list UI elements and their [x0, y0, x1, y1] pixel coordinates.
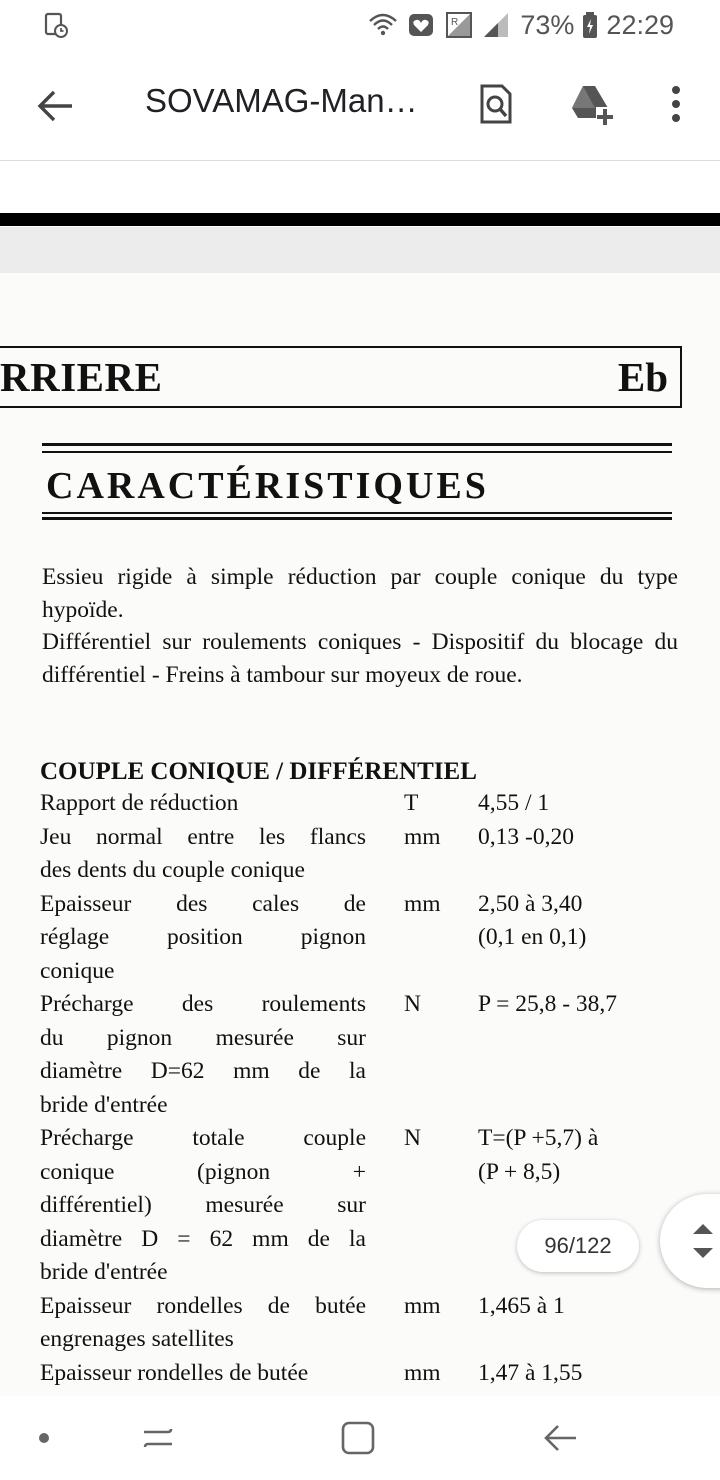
- subheading: COUPLE CONIQUE / DIFFÉRENTIEL: [40, 758, 477, 785]
- drive-add-icon[interactable]: [566, 80, 614, 128]
- header-right: Eb: [617, 354, 668, 400]
- spec-row: [40, 787, 680, 821]
- spec-row: [40, 1357, 680, 1391]
- spec-value-line: T=(P +5,7) à: [478, 1125, 599, 1151]
- roaming-icon: [444, 11, 474, 39]
- back-icon[interactable]: [540, 1418, 580, 1458]
- spec-unit: mm: [404, 890, 441, 917]
- spec-description-line: réglage position pignon: [40, 924, 366, 950]
- spec-description: [40, 1290, 366, 1357]
- spec-description-line: diamètre D=62 mm de la: [40, 1058, 366, 1084]
- rule-bottom-2: [42, 517, 672, 520]
- spec-description-line: Précharge totale couple: [40, 1125, 366, 1151]
- spec-value-line: (0,1 en 0,1): [478, 924, 587, 950]
- spec-description-line: engrenages satellites: [40, 1326, 234, 1352]
- more-vert-icon[interactable]: [652, 80, 700, 128]
- rule-top-2: [42, 451, 672, 453]
- spec-description: [40, 821, 366, 888]
- svg-text:R: R: [451, 17, 459, 28]
- spec-value: [478, 1357, 680, 1391]
- app-bar: [0, 52, 720, 161]
- spec-description: [40, 1122, 366, 1290]
- spec-value-line: (P + 8,5): [478, 1158, 561, 1185]
- spec-unit: N: [404, 1125, 421, 1151]
- spec-row: [40, 988, 680, 1122]
- spec-description-line: différentiel) mesurée sur: [40, 1192, 366, 1218]
- battery-icon: [582, 11, 598, 39]
- intro-paragraph: Différentiel sur roulements coniques - Dispositif du blocage du différentiel - Freins à tambour sur moyeux de roue.: [42, 629, 678, 688]
- heart-icon: [406, 11, 436, 39]
- signal-icon: [482, 11, 512, 39]
- spec-description-line: Epaisseur rondelles de butée: [40, 1359, 309, 1386]
- spec-description-line: Epaisseur des cales de: [40, 890, 366, 917]
- spec-description-line: des dents du couple conique: [40, 857, 305, 883]
- back-arrow-icon[interactable]: [36, 86, 76, 126]
- battery-percent: 73%: [520, 9, 575, 40]
- spec-description-line: Rapport de réduction: [40, 790, 239, 816]
- spec-description: [40, 888, 366, 989]
- spec-description: [40, 1357, 366, 1391]
- spec-value-line: 2,50 à 3,40: [478, 890, 583, 917]
- spec-value: [478, 1290, 680, 1357]
- spec-unit: mm: [404, 1359, 441, 1386]
- rule-bottom-1: [42, 512, 672, 514]
- section-title: CARACTÉRISTIQUES: [46, 465, 489, 507]
- spec-description-line: du pignon mesurée sur: [40, 1024, 366, 1051]
- previous-page: [0, 161, 720, 227]
- nav-dot-icon[interactable]: [24, 1418, 64, 1458]
- search-document-icon[interactable]: [472, 80, 520, 128]
- screen-record-icon: [44, 12, 68, 38]
- spec-description-line: bride d'entrée: [40, 1259, 168, 1285]
- spec-value: [478, 988, 680, 1122]
- spec-description-line: conique (pignon +: [40, 1158, 366, 1185]
- spec-value: [478, 787, 680, 821]
- spec-row: [40, 821, 680, 888]
- spec-value: [478, 888, 680, 989]
- clock: 22:29: [606, 9, 674, 40]
- spec-description-line: Jeu normal entre les flancs: [40, 823, 366, 850]
- recents-icon[interactable]: [138, 1418, 178, 1458]
- spec-description-line: diamètre D = 62 mm de la: [40, 1225, 366, 1252]
- status-bar: [0, 0, 720, 52]
- page-indicator: 96/122: [517, 1220, 639, 1272]
- spec-value-line: 4,55 / 1: [478, 790, 550, 816]
- intro-text: [42, 561, 678, 691]
- spec-value: [478, 821, 680, 888]
- document-viewer[interactable]: [0, 161, 720, 1396]
- spec-unit: N: [404, 991, 421, 1017]
- spec-table: [40, 787, 680, 1390]
- spec-unit: T: [404, 790, 419, 816]
- page-border-line: [0, 213, 720, 226]
- spec-value-line: 0,13 -0,20: [478, 823, 574, 850]
- navigation-bar: [0, 1396, 720, 1480]
- spec-unit: mm: [404, 823, 441, 850]
- spec-description: [40, 988, 366, 1122]
- spec-description-line: conique: [40, 957, 115, 984]
- spec-description-line: bride d'entrée: [40, 1091, 168, 1118]
- document-title: SOVAMAG-Man…: [145, 82, 418, 119]
- spec-description-line: Epaisseur rondelles de butée: [40, 1292, 366, 1319]
- spec-row: [40, 1290, 680, 1357]
- header-left: RRIERE: [0, 354, 163, 400]
- spec-unit: mm: [404, 1292, 441, 1319]
- scroll-up-down-icon: [688, 1218, 718, 1264]
- spec-description: [40, 787, 366, 821]
- home-icon[interactable]: [338, 1418, 378, 1458]
- spec-description-line: Précharge des roulements: [40, 991, 366, 1017]
- spec-row: [40, 888, 680, 989]
- wifi-icon: [368, 11, 398, 39]
- spec-value-line: P = 25,8 - 38,7: [478, 991, 618, 1017]
- rule-top-1: [42, 443, 672, 446]
- intro-paragraph: Essieu rigide à simple réduction par couple conique du type hypoïde.: [42, 564, 678, 623]
- spec-value-line: 1,47 à 1,55: [478, 1359, 583, 1386]
- spec-value-line: 1,465 à 1: [478, 1292, 565, 1319]
